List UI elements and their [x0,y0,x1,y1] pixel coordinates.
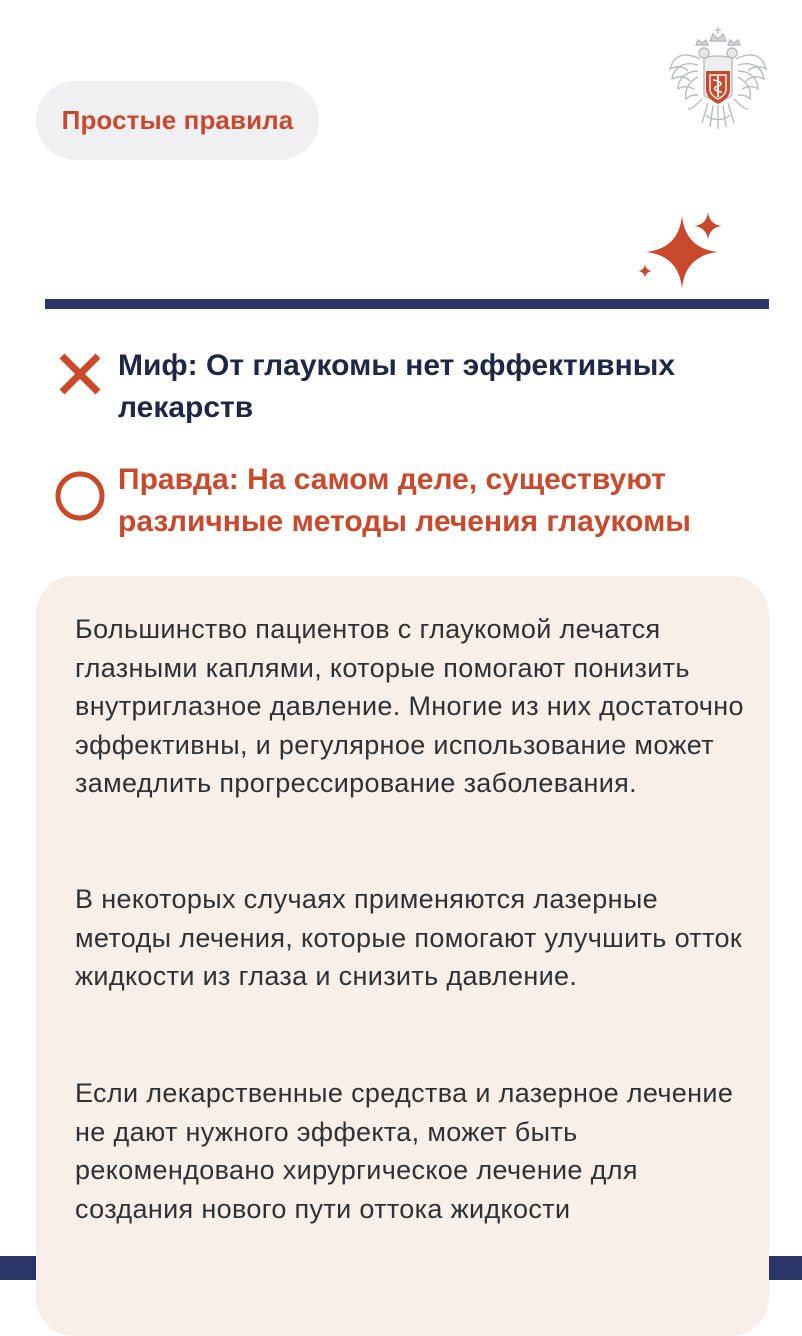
truth-statement: Правда: На самом деле, существуют различные методы лечения глаукомы [118,463,691,538]
info-paragraph: В некоторых случаях применяются лазерные методы лечения, которые помогают улучшить отток жидкости из глаза и снизить давление. [75,884,743,992]
category-badge [36,81,319,160]
ministry-of-health-emblem-icon [666,25,770,133]
frame-edge-left [0,1256,36,1280]
cross-icon [56,350,104,398]
info-paragraph: Если лекарственные средства и лазерное лечение не дают нужного эффекта, может быть рекомендовано хирургическое лечение для создания нового пути оттока жидкости [75,1078,734,1224]
info-paragraph: Большинство пациентов с глаукомой лечатся глазными каплями, которые помогают понизить внутриглазное давление. Многие из них достаточно эффективны, и регулярное использование может замедлить прогрессирование заболевания. [75,614,744,799]
sparkles-icon [630,206,726,292]
circle-icon [54,470,106,522]
frame-edge-right [769,1256,802,1280]
section-divider [45,299,769,309]
myth-statement: Миф: От глаукомы нет эффективных лекарств [118,349,676,424]
category-badge-label: Простые правила [61,105,294,135]
